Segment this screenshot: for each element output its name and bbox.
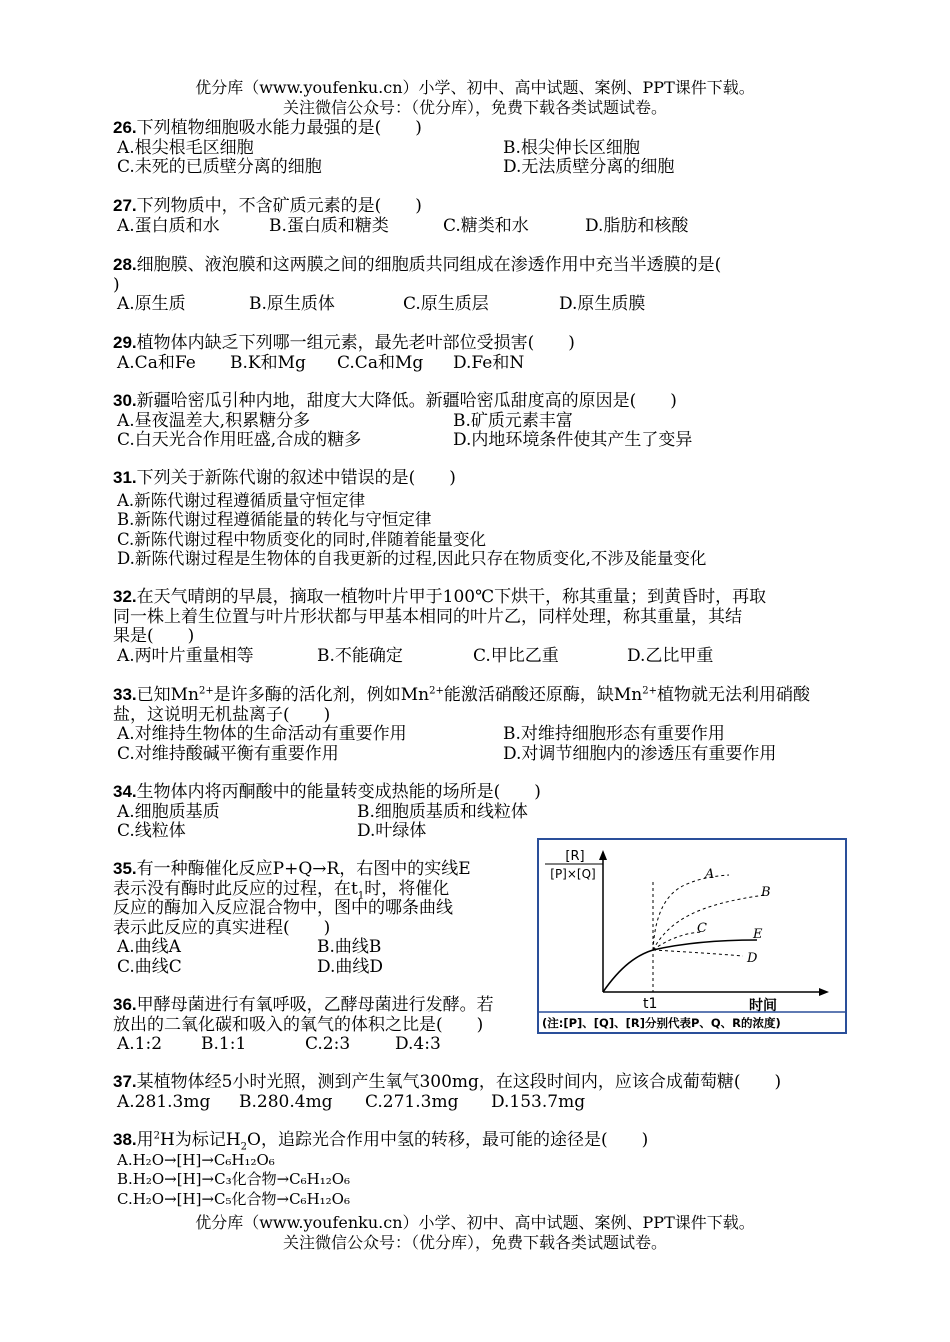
question-number: 28.	[113, 255, 137, 274]
question-number: 27.	[113, 196, 137, 215]
question-stem-cont: 反应的酶加入反应混合物中，图中的哪条曲线	[113, 898, 453, 918]
question-stem-cont: 同一株上着生位置与叶片形状都与甲基本相同的叶片乙，同样处理，称其重量，其结	[113, 606, 742, 627]
option-b: B.K和Mg	[230, 352, 306, 373]
question-stem: 生物体内将丙酮酸中的能量转变成热能的场所是( )	[136, 782, 541, 802]
question-stem-cont: 时，将催化	[364, 878, 450, 899]
question-stem-cont: )	[113, 274, 120, 295]
question-stem: 用	[136, 1130, 154, 1150]
curve-label-a: A	[705, 867, 715, 882]
option-c: C.对维持酸碱平衡有重要作用	[117, 743, 339, 764]
question-number: 33.	[113, 685, 137, 704]
option-d: D.对调节细胞内的渗透压有重要作用	[503, 743, 777, 764]
superscript: 2+	[199, 685, 214, 697]
option-d: D.叶绿体	[357, 821, 427, 841]
option-b: B.曲线B	[317, 937, 382, 957]
option-d: D.4:3	[395, 1034, 441, 1054]
option-d: D.新陈代谢过程是生物体的自我更新的过程,因此只存在物质变化,不涉及能量变化	[117, 549, 707, 568]
question-35	[113, 859, 523, 977]
option-d: D.153.7mg	[491, 1091, 586, 1112]
curve-label-b: B	[761, 885, 771, 900]
option-b: B.280.4mg	[239, 1091, 333, 1112]
question-stem: 下列关于新陈代谢的叙述中错误的是( )	[136, 468, 456, 488]
y-axis-arrow	[599, 850, 607, 860]
option-a: A.281.3mg	[117, 1091, 211, 1112]
question-stem: 细胞膜、液泡膜和这两膜之间的细胞质共同组成在渗透作用中充当半透膜的是(	[136, 255, 722, 275]
option-d: D.乙比甲重	[627, 645, 714, 666]
superscript: 2+	[642, 685, 657, 697]
question-stem: H为标记H	[160, 1130, 241, 1150]
y-label-numerator: [R]	[565, 849, 585, 864]
t1-label: t1	[643, 996, 658, 1012]
footer-line-1: 优分库（www.youfenku.cn）小学、初中、高中试题、案例、PPT课件下载。	[195, 1213, 755, 1232]
enzyme-reaction-figure	[537, 838, 847, 1034]
option-a: A.两叶片重量相等	[117, 645, 254, 666]
question-stem: O，追踪光合作用中氢的转移，最可能的途径是( )	[247, 1130, 649, 1150]
question-32	[113, 587, 853, 666]
option-a: A.原生质	[117, 294, 186, 314]
question-27	[113, 196, 853, 236]
option-a: A.根尖根毛区细胞	[117, 137, 254, 158]
curve-c	[653, 932, 703, 950]
option-a: A.1:2	[117, 1034, 163, 1054]
option-c: C.线粒体	[117, 821, 186, 841]
question-26	[113, 118, 853, 178]
question-38	[113, 1130, 853, 1209]
option-c: C.H₂O→[H]→C₅化合物→C₆H₁₂O₆	[117, 1189, 350, 1208]
option-b: B.1:1	[201, 1034, 247, 1054]
x-axis-arrow	[819, 988, 829, 996]
question-stem: 植物就无法利用硝酸	[656, 685, 810, 705]
option-c: C.原生质层	[403, 294, 489, 314]
option-b: B.根尖伸长区细胞	[503, 137, 640, 158]
question-34	[113, 782, 853, 842]
question-stem: 下列植物细胞吸水能力最强的是( )	[136, 118, 422, 138]
option-b: B.H₂O→[H]→C₃化合物→C₆H₁₂O₆	[117, 1170, 351, 1188]
question-number: 34.	[113, 782, 137, 801]
curve-d	[653, 950, 743, 956]
option-b: B.对维持细胞形态有重要作用	[503, 724, 725, 744]
question-31	[113, 468, 853, 569]
option-d: D.曲线D	[317, 956, 384, 977]
option-d: D.无法质壁分离的细胞	[503, 157, 675, 177]
subscript: 1	[357, 889, 365, 901]
question-29	[113, 333, 853, 373]
question-stem: 是许多酶的活化剂，例如Mn	[213, 685, 430, 705]
option-b: B.蛋白质和糖类	[269, 215, 389, 236]
reaction-graph	[539, 840, 845, 1032]
option-a: A.曲线A	[117, 937, 181, 957]
question-stem-cont: 表示此反应的真实进程( )	[113, 917, 331, 938]
option-a: A.新陈代谢过程遵循质量守恒定律	[117, 490, 366, 510]
option-c: C.白天光合作用旺盛,合成的糖多	[117, 430, 362, 450]
header-line-1: 优分库（www.youfenku.cn）小学、初中、高中试题、案例、PPT课件下载。	[195, 78, 755, 97]
question-stem: 有一种酶催化反应P+Q→R，右图中的实线E	[136, 859, 471, 879]
question-number: 35.	[113, 859, 137, 878]
option-d: D.原生质膜	[559, 294, 646, 314]
question-number: 37.	[113, 1072, 137, 1091]
question-28	[113, 255, 853, 315]
question-37	[113, 1072, 853, 1112]
option-a: A.细胞质基质	[117, 801, 220, 822]
header-line-2: 关注微信公众号：（优分库），免费下载各类试题试卷。	[282, 98, 667, 117]
option-d: D.脂肪和核酸	[585, 215, 689, 236]
question-30	[113, 391, 853, 451]
curve-a	[653, 875, 729, 950]
option-b: B.新陈代谢过程遵循能量的转化与守恒定律	[117, 510, 432, 529]
option-a: A.对维持生物体的生命活动有重要作用	[117, 724, 407, 744]
question-36	[113, 995, 533, 1055]
question-number: 30.	[113, 391, 137, 410]
question-stem: 下列物质中，不含矿质元素的是( )	[136, 196, 422, 216]
option-d: D.Fe和N	[453, 352, 525, 373]
question-stem-cont: 放出的二氧化碳和吸入的氧气的体积之比是( )	[113, 1014, 484, 1035]
option-a: A.昼夜温差大,积累糖分多	[117, 410, 311, 431]
subscript: 2	[240, 1141, 248, 1153]
option-b: B.原生质体	[249, 294, 335, 314]
question-stem-cont: 盐，这说明无机盐离子( )	[113, 704, 331, 725]
question-number: 26.	[113, 118, 137, 137]
question-stem-cont: 果是( )	[113, 626, 195, 646]
option-a: A.H₂O→[H]→C₆H₁₂O₆	[117, 1150, 275, 1169]
option-d: D.内地环境条件使其产生了变异	[453, 430, 693, 450]
option-b: B.细胞质基质和线粒体	[357, 801, 528, 822]
option-c: C.甲比乙重	[473, 645, 559, 666]
option-c: C.Ca和Mg	[337, 352, 424, 373]
option-a: A.蛋白质和水	[117, 215, 220, 236]
question-stem: 已知Mn	[136, 685, 199, 705]
question-stem: 能激活硝酸还原酶，缺Mn	[443, 685, 643, 705]
curve-label-e: E	[753, 927, 763, 942]
superscript: 2	[153, 1130, 161, 1142]
y-label-denominator: [P]×[Q]	[550, 867, 596, 881]
question-stem: 植物体内缺乏下列哪一组元素，最先老叶部位受损害( )	[136, 333, 575, 353]
figure-note: (注:[P]、[Q]、[R]分别代表P、Q、R的浓度)	[542, 1016, 781, 1030]
question-number: 31.	[113, 468, 137, 487]
question-stem: 某植物体经5小时光照，测到产生氧气300mg，在这段时间内，应该合成葡萄糖( )	[136, 1072, 782, 1092]
option-b: B.不能确定	[317, 645, 403, 666]
question-number: 38.	[113, 1130, 137, 1149]
option-a: A.Ca和Fe	[117, 352, 196, 373]
option-c: C.曲线C	[117, 956, 182, 977]
question-33	[113, 685, 853, 764]
superscript: 2+	[429, 685, 444, 697]
footer-line-2: 关注微信公众号：（优分库），免费下载各类试题试卷。	[282, 1233, 667, 1252]
x-axis-label: 时间	[749, 998, 777, 1014]
question-number: 32.	[113, 587, 137, 606]
option-c: C.糖类和水	[443, 215, 529, 236]
question-stem: 在天气晴朗的早晨，摘取一植物叶片甲于100℃下烘干，称其重量；到黄昏时，再取	[136, 587, 767, 607]
question-stem: 新疆哈密瓜引种内地，甜度大大降低。新疆哈密瓜甜度高的原因是( )	[136, 391, 677, 411]
option-c: C.新陈代谢过程中物质变化的同时,伴随着能量变化	[117, 529, 487, 549]
option-c: C.2:3	[305, 1034, 351, 1054]
curve-label-d: D	[747, 951, 758, 966]
option-c: C.未死的已质壁分离的细胞	[117, 157, 322, 177]
question-number: 29.	[113, 333, 137, 352]
question-stem: 甲酵母菌进行有氧呼吸，乙酵母菌进行发酵。若	[136, 995, 494, 1015]
option-b: B.矿质元素丰富	[453, 410, 573, 431]
question-stem-cont: 表示没有酶时此反应的过程，在t	[113, 878, 358, 899]
curve-e	[603, 940, 757, 992]
question-number: 36.	[113, 995, 137, 1014]
option-c: C.271.3mg	[365, 1091, 459, 1112]
curve-label-c: C	[697, 921, 707, 936]
